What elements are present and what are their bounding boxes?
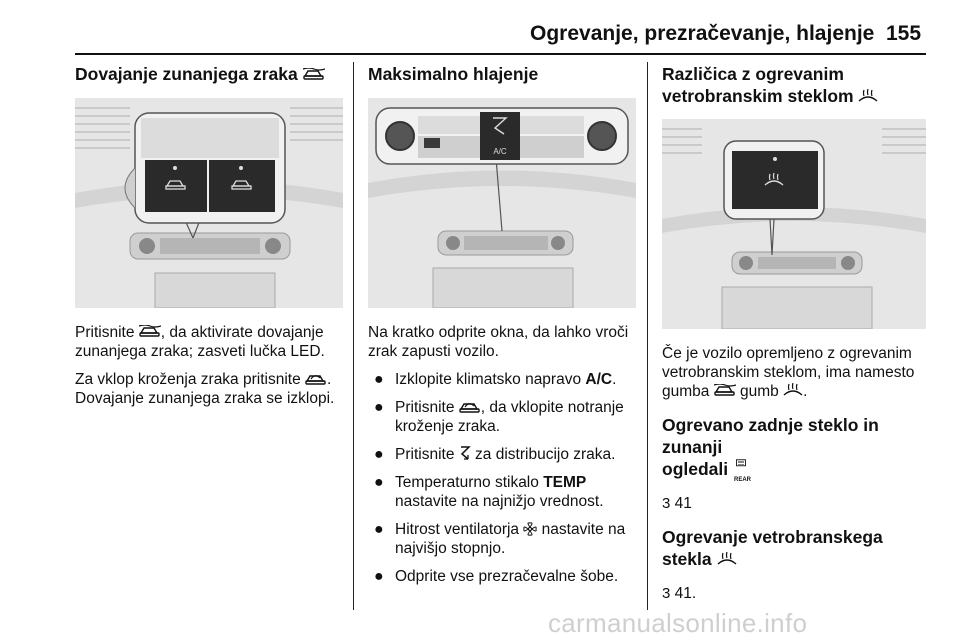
- figure-outside-air-panel: [75, 98, 343, 308]
- column-max-cooling: [368, 60, 638, 586]
- list-item: ● Izklopite klimatsko napravo A/C.: [374, 371, 617, 388]
- watermark: carmanualsonline.info: [548, 608, 808, 638]
- air-distribution-icon: [459, 445, 471, 461]
- reference-arrow-icon: 3: [662, 585, 671, 602]
- outside-air-icon: [139, 325, 161, 338]
- paragraph: Za vklop kroženja zraka pritisnite . Dovajanje zunanjega zraka se izklopi.: [75, 371, 335, 407]
- figure-max-cooling-panel: [368, 98, 636, 308]
- fan-icon: [523, 522, 537, 536]
- climate-panel-illustration: [368, 98, 636, 308]
- windscreen-heating-icon: [858, 89, 878, 103]
- climate-panel-illustration: [75, 98, 343, 308]
- cross-reference: 3 41.: [662, 585, 697, 602]
- figure-windscreen-panel: [662, 119, 926, 329]
- outside-air-icon: [303, 68, 325, 81]
- column-divider: [647, 62, 648, 610]
- section-heading: Ogrevano zadnje steklo in zunanji ogledali REAR: [662, 415, 879, 483]
- column-outside-air: [75, 60, 343, 408]
- column-divider: [353, 62, 354, 610]
- page-number: 155: [886, 22, 922, 45]
- list-item: ● Pritisnite , da vklopite notranje kroženje zraka.: [374, 399, 624, 435]
- list-item: ● Temperaturno stikalo TEMP nastavite na najnižjo vrednost.: [374, 474, 604, 510]
- windscreen-heating-icon: [783, 383, 803, 397]
- section-heading: Dovajanje zunanjega zraka: [75, 63, 343, 85]
- column-heated-windscreen: [662, 60, 928, 603]
- list-item: ● Pritisnite za distribucijo zraka.: [374, 446, 616, 463]
- reference-arrow-icon: 3: [662, 495, 671, 512]
- rear-window-heating-icon: REAR: [733, 459, 749, 477]
- page-header: [0, 0, 960, 58]
- section-heading: Različica z ogrevanim vetrobranskim steklom: [662, 63, 928, 107]
- header-rule: [75, 53, 926, 55]
- paragraph: Če je vozilo opremljeno z ogrevanim vetrobranskim steklom, ima namesto gumba gumb .: [662, 345, 915, 400]
- paragraph: Na kratko odprite okna, da lahko vroči zrak zapusti vozilo.: [368, 324, 629, 360]
- section-heading: Maksimalno hlajenje: [368, 64, 539, 84]
- list-item: ● Hitrost ventilatorja nastavite na najvišjo stopnjo.: [374, 521, 626, 557]
- outside-air-icon: [714, 384, 736, 397]
- cross-reference: 3 41: [662, 495, 692, 512]
- recirculation-icon: [459, 400, 481, 413]
- climate-panel-illustration: [662, 119, 926, 329]
- windscreen-heating-icon: [717, 552, 737, 566]
- list-item: ● Odprite vse prezračevalne šobe.: [374, 568, 619, 585]
- header-title: Ogrevanje, prezračevanje, hlajenje: [530, 22, 875, 45]
- paragraph: Pritisnite , da aktivirate dovajanje zunanjega zraka; zasveti lučka LED.: [75, 324, 325, 360]
- recirculation-icon: [305, 372, 327, 385]
- section-heading: Ogrevanje vetrobranskega stekla: [662, 527, 883, 569]
- instruction-list: [368, 370, 638, 586]
- ac-button-label: A/C: [493, 147, 507, 156]
